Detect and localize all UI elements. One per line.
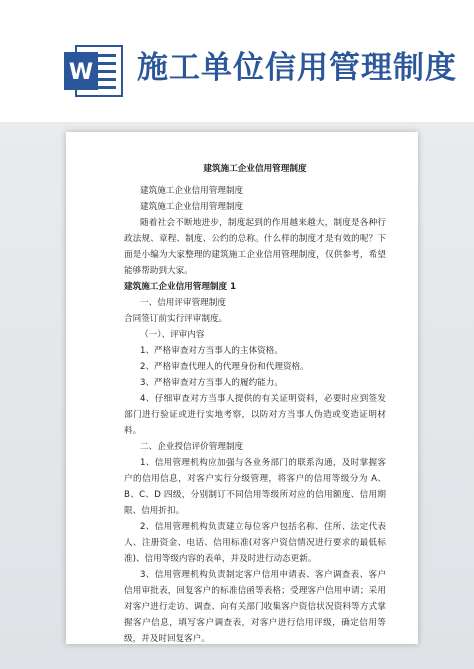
doc-line: 一、信用评审管理制度 bbox=[140, 298, 226, 308]
doc-paragraph: 2、信用管理机构负责建立每位客户包括名称、住所、法定代表人、注册资金、电话、信用标准(对客户资信情况进行要求的最低标准)、信用等级内容的表单，并及时进行动态更新。 bbox=[124, 522, 386, 564]
doc-line: 2、严格审查代理人的代理身份和代理资格。 bbox=[140, 362, 309, 372]
doc-line: 建筑施工企业信用管理制度 bbox=[140, 186, 244, 196]
doc-paragraph: 4、仔细审查对方当事人提供的有关证明资料，必要时应到签发部门进行验证或进行实地考察，以防对方当事人伪造或变造证明材料。 bbox=[124, 394, 386, 436]
doc-section-heading: 建筑施工企业信用管理制度 1 bbox=[124, 282, 237, 292]
word-logo-letter: W bbox=[68, 60, 94, 85]
document-title: 建筑施工企业信用管理制度 bbox=[203, 164, 307, 174]
doc-paragraph: 3、信用管理机构负责制定客户信用申请表、客户调查表、客户信用审批表，回复客户的标准信函等表格；受理客户信用申请；采用对客户进行走访、调查、向有关部门收集客户资信状况资料等方式掌握客户信息，填写客户调查表，对客户进行信用评级，确定信用等级，并及时回复客户。 bbox=[124, 570, 386, 644]
doc-line: （一）、评审内容 bbox=[140, 330, 205, 340]
doc-line: 3、严格审查对方当事人的履约能力。 bbox=[140, 378, 283, 388]
doc-line: 1、严格审查对方当事人的主体资格。 bbox=[140, 346, 283, 356]
doc-paragraph: 1、信用管理机构应加强与各业务部门的联系沟通，及时掌握客户的信用信息，对客户实行分级管理，将客户的信用等级分为 A、B、C、D 四级，分别制订不同信用等级所对应的信用额度、信用期限、信用折扣。 bbox=[124, 458, 386, 516]
banner bbox=[0, 0, 474, 120]
doc-line: 合同签订前实行评审制度。 bbox=[124, 314, 228, 324]
doc-line: 建筑施工企业信用管理制度 bbox=[140, 202, 244, 212]
doc-paragraph: 随着社会不断地进步，制度起到的作用越来越大，制度是各种行政法规、章程、制度、公约的总称。什么样的制度才是有效的呢？下面是小编为大家整理的建筑施工企业信用管理制度，仅供参考，希望能够帮助到大家。 bbox=[124, 218, 386, 276]
word-icon bbox=[62, 40, 124, 102]
document-body bbox=[124, 161, 386, 647]
banner-title: 施工单位信用管理制度 bbox=[137, 50, 457, 86]
doc-line: 二、企业授信评价管理制度 bbox=[140, 442, 244, 452]
